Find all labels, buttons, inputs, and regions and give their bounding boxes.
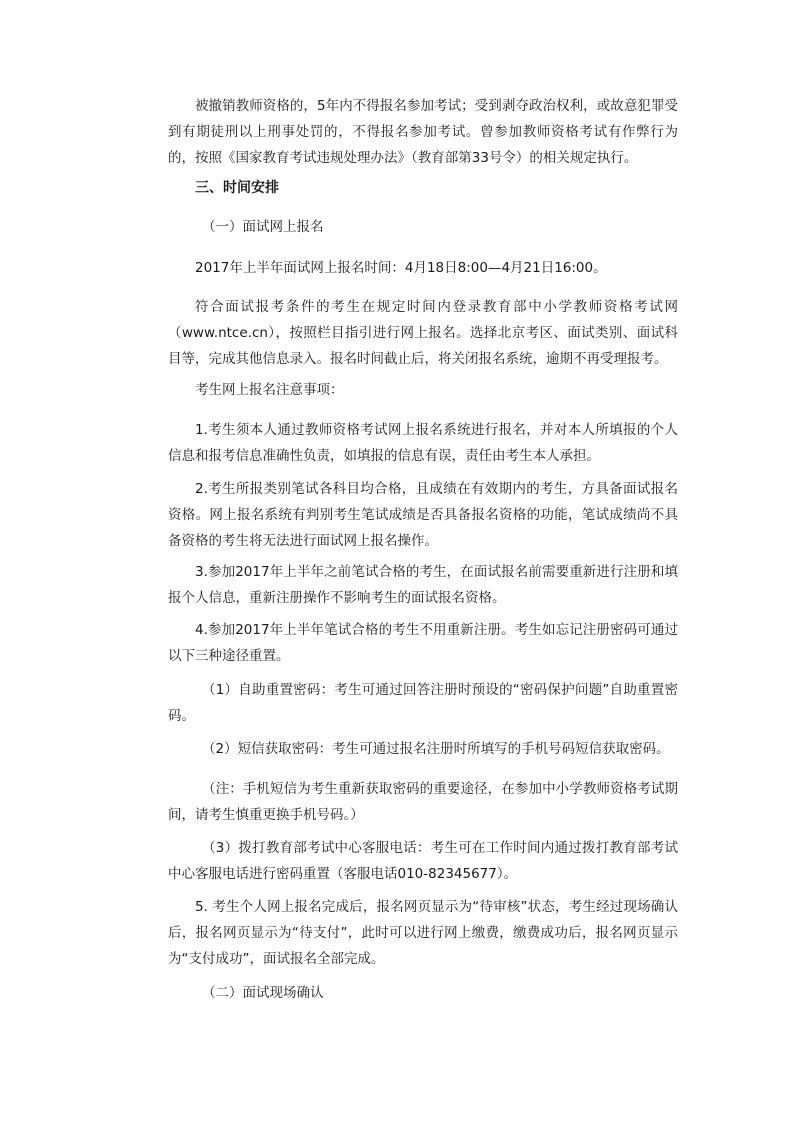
paragraph-notes-heading: 考生网上报名注意事项： [195,382,344,398]
subsection-heading-online-registration: （一）面试网上报名 [202,219,324,235]
paragraph-registration-procedure: 符合面试报考条件的考生在规定时间内登录教育部中小学教师资格考试网（www.ntce.cn），按照栏目指引进行网上报名。选择北京考区、面试类别、面试科目等，完成其他信息录入。报名时间截止后，将关闭报名系统，逾期不再受理报考。 [168,299,678,367]
section-heading-schedule: 三、时间安排 [195,180,279,196]
subsection-heading-onsite-confirmation: （二）面试现场确认 [202,985,324,1001]
list-item-4-2: （2）短信获取密码：考生可通过报名注册时所填写的手机号码短信获取密码。 [202,741,670,757]
list-item-1: 1.考生须本人通过教师资格考试网上报名系统进行报名，并对本人所填报的个人信息和报考信息准确性负责，如填报的信息有误，责任由考生本人承担。 [168,422,678,464]
paragraph-registration-time: 2017年上半年面试网上报名时间：4月18日8:00—4月21日16:00。 [195,260,607,276]
list-item-3: 3.参加2017年上半年之前笔试合格的考生，在面试报名前需要重新进行注册和填报个人信息，重新注册操作不影响考生的面试报名资格。 [168,564,678,606]
list-item-4-3: （3）拨打教育部考试中心客服电话：考生可在工作时间内通过拨打教育部考试中心客服电话进行密码重置（客服电话010-82345677）。 [168,840,678,882]
paragraph-eligibility-restrictions: 被撤销教师资格的，5年内不得报名参加考试；受到剥夺政治权利，或故意犯罪受到有期徒刑以上刑事处罚的，不得报名参加考试。曾参加教师资格考试有作弊行为的，按照《国家教育考试违规处理办法》（教育部第33号令）的相关规定执行。 [168,98,678,166]
list-item-4: 4.参加2017年上半年笔试合格的考生不用重新注册。考生如忘记注册密码可通过以下三种途径重置。 [168,622,678,664]
list-item-5: 5. 考生个人网上报名完成后，报名网页显示为“待审核”状态，考生经过现场确认后，报名网页显示为“待支付”，此时可以进行网上缴费，缴费成功后，报名网页显示为“支付成功”，面试报名全部完成。 [168,899,678,967]
list-item-2: 2.考生所报类别笔试各科目均合格，且成绩在有效期内的考生，方具备面试报名资格。网上报名系统有判别考生笔试成绩是否具备报名资格的功能，笔试成绩尚不具备资格的考生将无法进行面试网上报名操作。 [168,481,678,549]
list-item-4-1: （1）自助重置密码：考生可通过回答注册时预设的“密码保护问题”自助重置密码。 [168,682,678,724]
note-paragraph: （注：手机短信为考生重新获取密码的重要途径，在参加中小学教师资格考试期间，请考生慎重更换手机号码。） [168,781,678,823]
